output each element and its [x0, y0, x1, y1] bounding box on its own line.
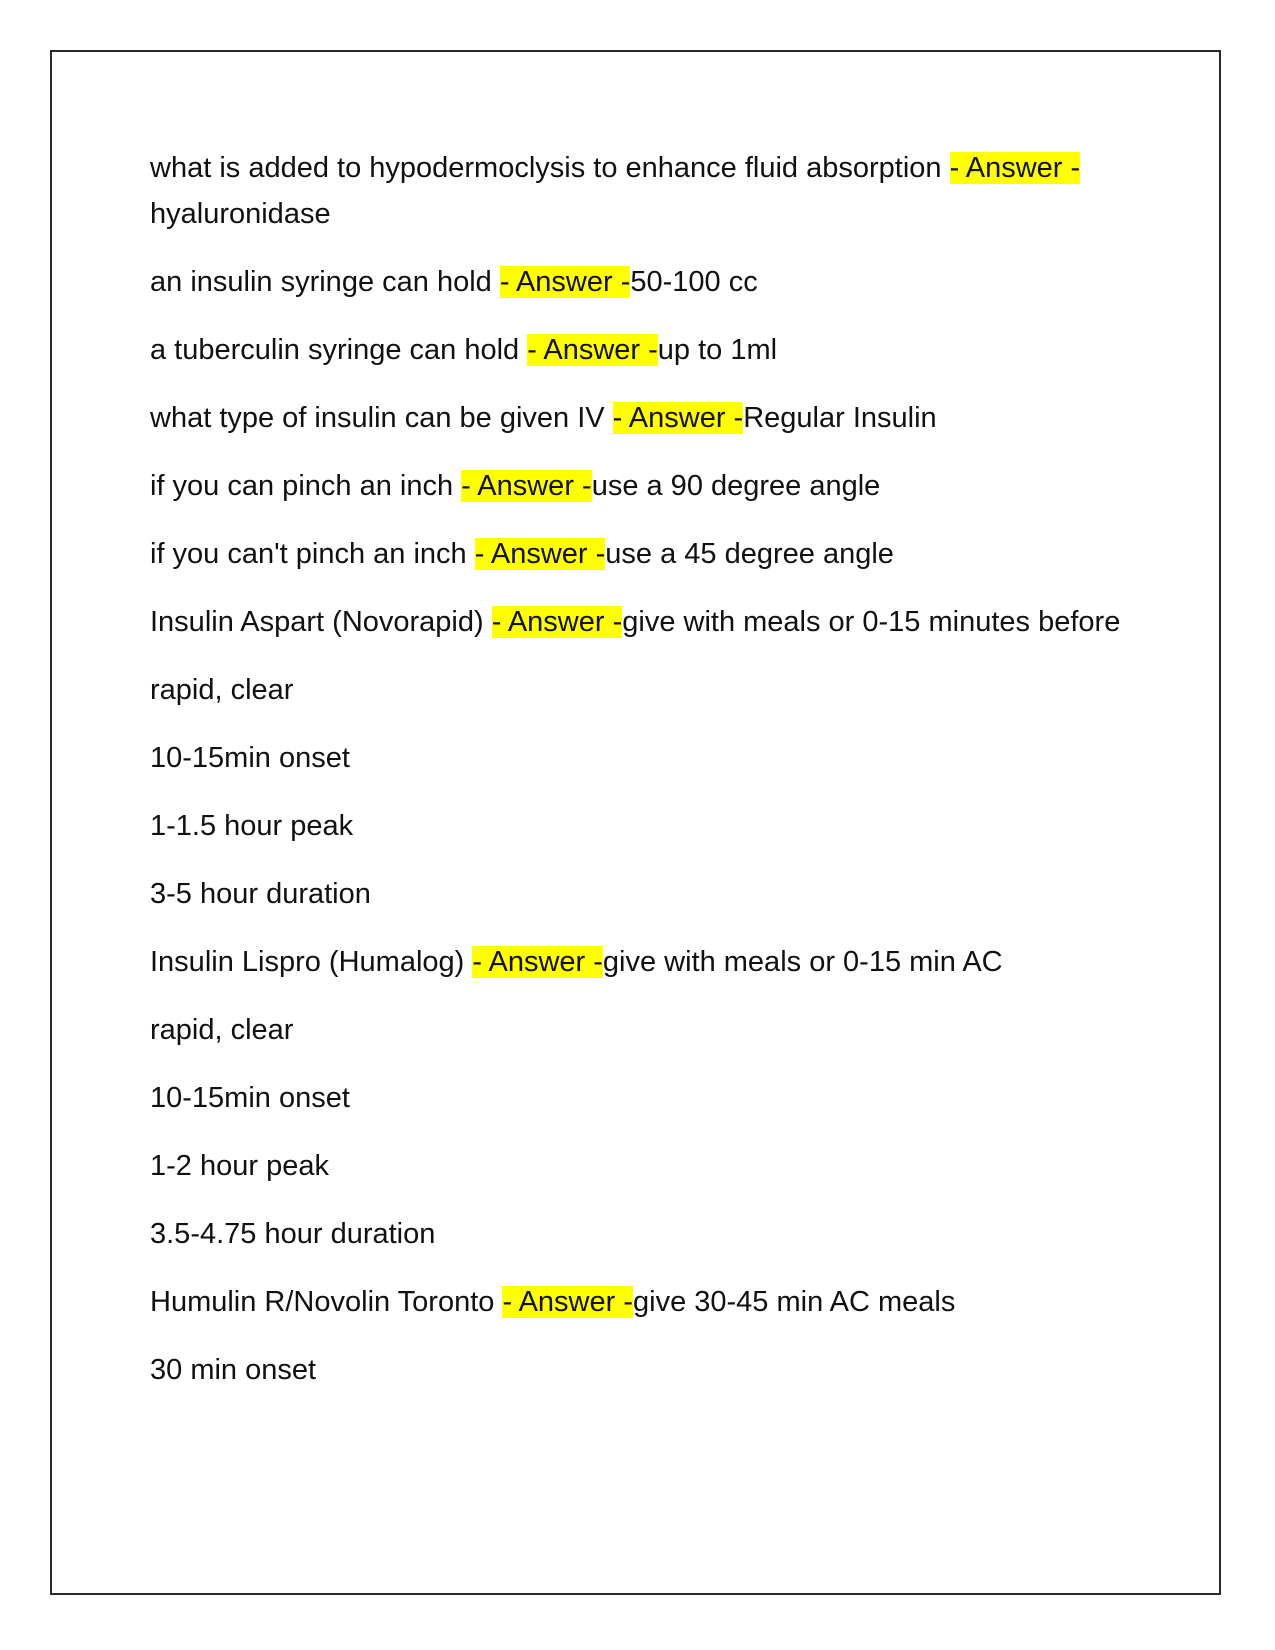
question-text: if you can pinch an inch — [150, 470, 462, 502]
detail-line: 10-15min onset — [150, 1082, 350, 1114]
answer-marker: - Answer - — [472, 946, 603, 978]
detail-line: rapid, clear — [150, 674, 294, 706]
flashcard — [150, 463, 1130, 509]
detail-line: 3.5-4.75 hour duration — [150, 1218, 436, 1250]
flashcard — [150, 1279, 1130, 1325]
question-text: an insulin syringe can hold — [150, 266, 500, 298]
answer-marker: - Answer - — [527, 334, 658, 366]
answer-text: hyaluronidase — [150, 198, 331, 230]
detail-line: 1-2 hour peak — [150, 1150, 329, 1182]
flashcard — [150, 259, 1130, 305]
answer-text: up to 1ml — [657, 334, 778, 366]
answer-text: give 30-45 min AC meals — [633, 1286, 956, 1318]
detail-line: 3-5 hour duration — [150, 878, 371, 910]
flashcard — [150, 395, 1130, 441]
document-body — [150, 145, 1130, 1415]
question-text: a tuberculin syringe can hold — [150, 334, 528, 366]
question-text: Humulin R/Novolin Toronto — [150, 1286, 503, 1318]
question-text: what type of insulin can be given IV — [150, 402, 613, 434]
answer-marker: - Answer - — [502, 1286, 633, 1318]
answer-marker: - Answer - — [461, 470, 592, 502]
answer-marker: - Answer - — [491, 606, 623, 638]
detail-line: 30 min onset — [150, 1354, 317, 1386]
detail-line: 1-1.5 hour peak — [150, 810, 354, 842]
answer-marker: - Answer - — [499, 266, 631, 298]
detail-line: 10-15min onset — [150, 742, 350, 774]
answer-text: give with meals or 0-15 min AC — [602, 946, 1003, 978]
flashcard — [150, 145, 1130, 237]
question-text: if you can't pinch an inch — [150, 538, 475, 570]
question-text: Insulin Lispro (Humalog) — [150, 946, 473, 978]
question-text: Insulin Aspart (Novorapid) — [150, 606, 492, 638]
detail-line: rapid, clear — [150, 1014, 294, 1046]
flashcard — [150, 939, 1130, 985]
answer-marker: - Answer - — [612, 402, 744, 434]
flashcard — [150, 599, 1130, 645]
answer-text: 50-100 cc — [630, 266, 758, 298]
answer-marker: - Answer - — [474, 538, 606, 570]
answer-text: use a 90 degree angle — [591, 470, 881, 502]
answer-text: Regular Insulin — [743, 402, 937, 434]
answer-text: use a 45 degree angle — [605, 538, 894, 570]
flashcard — [150, 531, 1130, 577]
question-text: what is added to hypodermoclysis to enhance fluid absorption — [150, 152, 950, 184]
answer-text: give with meals or 0-15 minutes before — [622, 606, 1121, 638]
flashcard — [150, 327, 1130, 373]
answer-marker: - Answer - — [949, 152, 1081, 184]
